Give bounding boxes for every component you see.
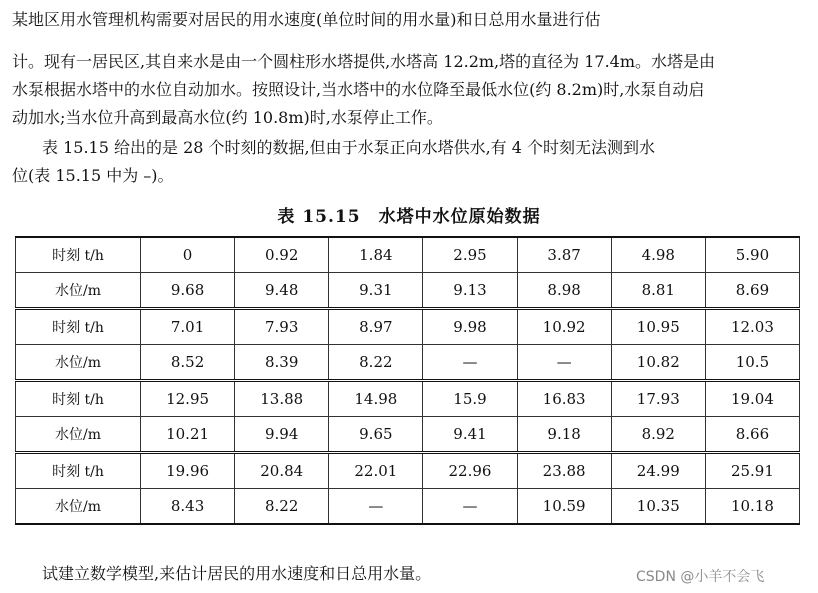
level-cell: 9.94 <box>235 417 329 453</box>
paragraph-line-5: 表 15.15 给出的是 28 个时刻的数据,但由于水泵正向水塔供水,有 4 个时刻无法测到水 <box>42 138 656 157</box>
time-cell: 7.01 <box>141 309 235 345</box>
table-row-time <box>16 237 800 273</box>
level-cell: 10.18 <box>705 489 799 525</box>
level-cell: 9.68 <box>141 273 235 309</box>
water-level-table <box>15 236 800 525</box>
time-cell: 7.93 <box>235 309 329 345</box>
level-cell: 10.82 <box>611 345 705 381</box>
level-cell: 8.43 <box>141 489 235 525</box>
level-cell: — <box>423 345 517 381</box>
time-cell: 4.98 <box>611 237 705 273</box>
table-row-level <box>16 345 800 381</box>
level-cell: 8.22 <box>235 489 329 525</box>
time-cell: 3.87 <box>517 237 611 273</box>
time-cell: 10.95 <box>611 309 705 345</box>
level-cell: 8.69 <box>705 273 799 309</box>
time-cell: 9.98 <box>423 309 517 345</box>
row-header-time: 时刻 t/h <box>16 309 141 345</box>
time-cell: 19.04 <box>705 381 799 417</box>
level-cell: 10.59 <box>517 489 611 525</box>
level-cell: 9.18 <box>517 417 611 453</box>
time-cell: 5.90 <box>705 237 799 273</box>
level-cell: 8.39 <box>235 345 329 381</box>
level-cell: 9.41 <box>423 417 517 453</box>
time-cell: 22.96 <box>423 453 517 489</box>
table-row-level <box>16 489 800 525</box>
time-cell: 10.92 <box>517 309 611 345</box>
row-header-level: 水位/m <box>16 489 141 525</box>
table-row-time <box>16 381 800 417</box>
table-row-time <box>16 309 800 345</box>
paragraph-line-2: 计。现有一居民区,其自来水是由一个圆柱形水塔提供,水塔高 12.2m,塔的直径为 17.4m。水塔是由 <box>12 52 716 71</box>
time-cell: 24.99 <box>611 453 705 489</box>
row-header-time: 时刻 t/h <box>16 237 141 273</box>
paragraph-line-6: 位(表 15.15 中为 –)。 <box>12 166 174 185</box>
table-row-time <box>16 453 800 489</box>
watermark: CSDN @小羊不会飞 <box>636 569 765 585</box>
time-cell: 0 <box>141 237 235 273</box>
row-header-time: 时刻 t/h <box>16 381 141 417</box>
level-cell: 8.22 <box>329 345 423 381</box>
level-cell: — <box>423 489 517 525</box>
time-cell: 19.96 <box>141 453 235 489</box>
level-cell: 9.65 <box>329 417 423 453</box>
time-cell: 22.01 <box>329 453 423 489</box>
paragraph-line-3: 水泵根据水塔中的水位自动加水。按照设计,当水塔中的水位降至最低水位(约 8.2m)时,水泵自动启 <box>12 80 705 99</box>
time-cell: 12.95 <box>141 381 235 417</box>
table-caption: 表 15.15 水塔中水位原始数据 <box>277 207 541 227</box>
time-cell: 17.93 <box>611 381 705 417</box>
level-cell: 8.98 <box>517 273 611 309</box>
row-header-level: 水位/m <box>16 273 141 309</box>
level-cell: 10.5 <box>705 345 799 381</box>
time-cell: 25.91 <box>705 453 799 489</box>
time-cell: 14.98 <box>329 381 423 417</box>
time-cell: 16.83 <box>517 381 611 417</box>
time-cell: 20.84 <box>235 453 329 489</box>
level-cell: 8.81 <box>611 273 705 309</box>
level-cell: 10.35 <box>611 489 705 525</box>
level-cell: 8.52 <box>141 345 235 381</box>
time-cell: 1.84 <box>329 237 423 273</box>
row-header-level: 水位/m <box>16 345 141 381</box>
question-text: 试建立数学模型,来估计居民的用水速度和日总用水量。 <box>42 564 432 583</box>
level-cell: — <box>517 345 611 381</box>
row-header-time: 时刻 t/h <box>16 453 141 489</box>
level-cell: 10.21 <box>141 417 235 453</box>
table-row-level <box>16 273 800 309</box>
row-header-level: 水位/m <box>16 417 141 453</box>
time-cell: 15.9 <box>423 381 517 417</box>
time-cell: 13.88 <box>235 381 329 417</box>
level-cell: 9.13 <box>423 273 517 309</box>
level-cell: 8.92 <box>611 417 705 453</box>
table-row-level <box>16 417 800 453</box>
paragraph-line-1: 某地区用水管理机构需要对居民的用水速度(单位时间的用水量)和日总用水量进行估 <box>12 10 601 29</box>
level-cell: 9.31 <box>329 273 423 309</box>
time-cell: 8.97 <box>329 309 423 345</box>
paragraph-line-4: 动加水;当水位升高到最高水位(约 10.8m)时,水泵停止工作。 <box>12 108 443 127</box>
time-cell: 23.88 <box>517 453 611 489</box>
level-cell: — <box>329 489 423 525</box>
time-cell: 12.03 <box>705 309 799 345</box>
level-cell: 8.66 <box>705 417 799 453</box>
time-cell: 0.92 <box>235 237 329 273</box>
time-cell: 2.95 <box>423 237 517 273</box>
level-cell: 9.48 <box>235 273 329 309</box>
